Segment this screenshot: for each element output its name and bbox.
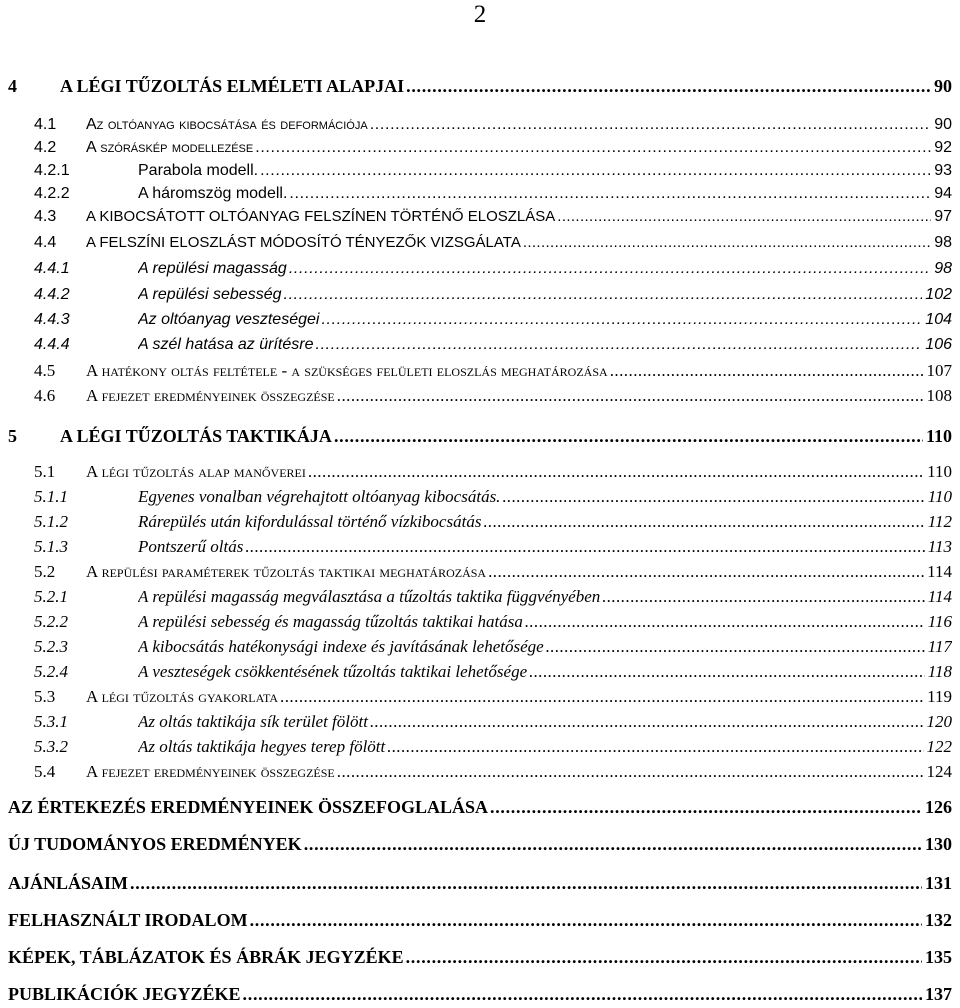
toc-page: 113 — [927, 537, 952, 556]
toc-page: 104 — [925, 311, 952, 328]
toc-entry-4-2-1[interactable] — [0, 162, 960, 186]
dot-leader — [557, 208, 931, 225]
dot-leader — [289, 185, 931, 203]
toc-title: A kibocsátás hatékonysági indexe és javításának lehetősége — [138, 637, 544, 656]
toc-title: A háromszög modell. — [138, 185, 288, 202]
toc-page: 116 — [927, 612, 952, 631]
dot-leader — [245, 537, 924, 557]
toc-number: 4.2.2 — [34, 185, 70, 202]
dot-leader — [502, 487, 924, 507]
toc-page: 94 — [934, 185, 952, 202]
toc-entry-5-1-1[interactable] — [0, 487, 960, 511]
toc-title: FELHASZNÁLT IRODALOM — [8, 910, 248, 930]
toc-title: Egyenes vonalban végrehajtott oltóanyag kibocsátás. — [138, 487, 501, 506]
toc-number: 5.3.2 — [34, 737, 68, 756]
toc-title: Az oltóanyag veszteségei — [138, 311, 320, 328]
toc-number: 5.1 — [34, 462, 56, 481]
dot-leader — [337, 386, 924, 406]
toc-recommendations[interactable] — [0, 873, 960, 897]
toc-page: 106 — [925, 336, 952, 353]
dot-leader — [304, 834, 922, 855]
dot-leader — [490, 797, 922, 818]
toc-number: 5.2.3 — [34, 637, 68, 656]
toc-title: A LÉGI TŰZOLTÁS ELMÉLETI ALAPJAI — [60, 76, 405, 96]
toc-page: 98 — [934, 260, 952, 277]
toc-number: 4.2.1 — [34, 162, 70, 179]
toc-page: 92 — [934, 139, 952, 156]
dot-leader — [284, 286, 923, 304]
toc-page: 102 — [925, 286, 952, 303]
toc-title: A hatékony oltás feltétele - a szükséges felületi eloszlás meghatározása — [86, 361, 608, 380]
toc-page: 130 — [925, 834, 952, 854]
toc-references[interactable] — [0, 910, 960, 934]
dot-leader — [523, 234, 931, 251]
toc-entry-5-3-1[interactable] — [0, 712, 960, 736]
toc-page: 110 — [925, 426, 952, 446]
toc-page: 117 — [927, 637, 952, 656]
toc-number: 5.4 — [34, 762, 56, 781]
toc-entry-4-4-4[interactable] — [0, 336, 960, 360]
toc-number: 5.3 — [34, 687, 56, 706]
toc-title: Parabola modell. — [138, 162, 259, 179]
dot-leader — [308, 462, 924, 482]
toc-chapter-5[interactable] — [0, 426, 960, 450]
toc-title: A repülési sebesség és magasság tűzoltás taktikai hatása — [138, 612, 523, 631]
toc-number: 4.2 — [34, 139, 57, 156]
dot-leader — [529, 662, 925, 682]
toc-number: 4.4.4 — [34, 336, 70, 353]
toc-page: 135 — [925, 947, 952, 967]
toc-number: 5.1.2 — [34, 512, 68, 531]
toc-number: 4.5 — [34, 361, 56, 380]
toc-number: 4.4.1 — [34, 260, 70, 277]
toc-number: 4.3 — [34, 208, 57, 225]
toc-number: 4.6 — [34, 386, 56, 405]
toc-page: 108 — [926, 386, 952, 405]
toc-title: A légi tűzoltás alap manőverei — [86, 462, 306, 481]
dot-leader — [337, 762, 924, 782]
toc-title: AJÁNLÁSAIM — [8, 873, 129, 893]
dot-leader — [370, 712, 924, 732]
toc-page: 107 — [926, 361, 952, 380]
toc-entry-5-4[interactable] — [0, 762, 960, 786]
dot-leader — [243, 984, 922, 1005]
dot-leader — [602, 587, 925, 607]
toc-title: PUBLIKÁCIÓK JEGYZÉKE — [8, 984, 241, 1004]
toc-number: 4.1 — [34, 116, 57, 133]
dot-leader — [610, 361, 924, 381]
dot-leader — [334, 426, 923, 447]
toc-title: Az oltás taktikája sík terület fölött — [138, 712, 368, 731]
toc-page: 98 — [934, 234, 952, 251]
toc-entry-5-1-2[interactable] — [0, 512, 960, 536]
dot-leader — [488, 562, 924, 582]
toc-entry-4-4-1[interactable] — [0, 260, 960, 284]
toc-title: A fejezet eredményeinek összegzése — [86, 762, 335, 781]
dot-leader — [130, 873, 922, 894]
toc-summary[interactable] — [0, 797, 960, 821]
toc-title: Az oltás taktikája hegyes terep fölött — [138, 737, 386, 756]
toc-number: 4 — [8, 76, 17, 96]
toc-number: 4.4.2 — [34, 286, 70, 303]
toc-entry-5-2[interactable] — [0, 562, 960, 586]
toc-entry-5-2-2[interactable] — [0, 612, 960, 636]
toc-title: A fejezet eredményeinek összegzése — [86, 386, 335, 405]
toc-title: Rárepülés után kifordulással történő vízkibocsátás — [138, 512, 482, 531]
toc-title: A repülési sebesség — [138, 286, 282, 303]
toc-entry-5-3-2[interactable] — [0, 737, 960, 761]
dot-leader — [250, 910, 922, 931]
toc-entry-5-2-4[interactable] — [0, 662, 960, 686]
toc-number: 5.2 — [34, 562, 56, 581]
toc-title: A szóráskép modellezése — [86, 139, 254, 156]
toc-entry-4-5[interactable] — [0, 361, 960, 385]
toc-title: A LÉGI TŰZOLTÁS TAKTIKÁJA — [60, 426, 332, 446]
toc-page: 110 — [927, 487, 952, 506]
toc-number: 5.1.1 — [34, 487, 68, 506]
toc-page: 122 — [926, 737, 952, 756]
toc-entry-4-2-2[interactable] — [0, 185, 960, 209]
toc-entry-4-4-3[interactable] — [0, 311, 960, 335]
toc-title: A repülési magasság megválasztása a tűzoltás taktika függvényében — [138, 587, 601, 606]
toc-title: Pontszerű oltás — [138, 537, 244, 556]
toc-entry-4-6[interactable] — [0, 386, 960, 410]
toc-page: 114 — [927, 562, 952, 581]
toc-entry-4-4[interactable] — [0, 234, 960, 258]
toc-number: 5.2.2 — [34, 612, 68, 631]
toc-entry-4-3[interactable] — [0, 208, 960, 232]
dot-leader — [406, 76, 931, 97]
toc-figures-list[interactable] — [0, 947, 960, 971]
toc-entry-5-2-3[interactable] — [0, 637, 960, 661]
toc-page: 112 — [927, 512, 952, 531]
toc-title: AZ ÉRTEKEZÉS EREDMÉNYEINEK ÖSSZEFOGLALÁSA — [8, 797, 488, 817]
dot-leader — [406, 947, 922, 968]
toc-entry-5-3[interactable] — [0, 687, 960, 711]
toc-title: A repülési magasság — [138, 260, 287, 277]
toc-page: 120 — [926, 712, 952, 731]
dot-leader — [483, 512, 924, 532]
dot-leader — [387, 737, 923, 757]
toc-number: 5.2.1 — [34, 587, 68, 606]
toc-chapter-4[interactable] — [0, 76, 960, 100]
dot-leader — [546, 637, 925, 657]
toc-number: 4.4.3 — [34, 311, 70, 328]
dot-leader — [316, 336, 923, 354]
page-number: 2 — [473, 1, 487, 28]
toc-entry-5-1-3[interactable] — [0, 537, 960, 561]
toc-title: A repülési paraméterek tűzoltás taktikai meghatározása — [86, 562, 487, 581]
dot-leader — [255, 139, 931, 157]
toc-page: 137 — [925, 984, 952, 1004]
toc-page: 110 — [927, 462, 952, 481]
toc-entry-4-2[interactable] — [0, 139, 960, 163]
dot-leader — [289, 260, 931, 278]
dot-leader — [525, 612, 925, 632]
toc-page: 118 — [927, 662, 952, 681]
toc-page: 90 — [934, 76, 952, 96]
toc-entry-4-4-2[interactable] — [0, 286, 960, 310]
toc-page: 124 — [926, 762, 952, 781]
toc-page: 93 — [934, 162, 952, 179]
toc-page: 114 — [927, 587, 952, 606]
toc-number: 5.3.1 — [34, 712, 68, 731]
toc-publications[interactable] — [0, 984, 960, 1008]
toc-title: Az oltóanyag kibocsátása és deformációja — [86, 116, 368, 133]
toc-page: 131 — [925, 873, 952, 893]
dot-leader — [370, 116, 932, 134]
toc-new-results[interactable] — [0, 834, 960, 858]
toc-title: A szél hatása az ürítésre — [138, 336, 314, 353]
dot-leader — [260, 162, 931, 180]
toc-number: 4.4 — [34, 234, 57, 251]
toc-entry-5-2-1[interactable] — [0, 587, 960, 611]
toc-number: 5.2.4 — [34, 662, 68, 681]
dot-leader — [321, 311, 922, 329]
toc-title: ÚJ TUDOMÁNYOS EREDMÉNYEK — [8, 834, 302, 854]
toc-number: 5 — [8, 426, 17, 446]
toc-title: A légi tűzoltás gyakorlata — [86, 687, 279, 706]
toc-title: A FELSZÍNI ELOSZLÁST MÓDOSÍTÓ TÉNYEZŐK VIZSGÁLATA — [86, 234, 521, 251]
toc-page: 90 — [934, 116, 952, 133]
toc-number: 5.1.3 — [34, 537, 68, 556]
toc-page: 132 — [925, 910, 952, 930]
toc-page: 97 — [934, 208, 952, 225]
toc-entry-5-1[interactable] — [0, 462, 960, 486]
toc-page: 126 — [925, 797, 952, 817]
toc-title: A KIBOCSÁTOTT OLTÓANYAG FELSZÍNEN TÖRTÉNŐ ELOSZLÁSA — [86, 208, 556, 225]
toc-page: 119 — [927, 687, 952, 706]
toc-title: KÉPEK, TÁBLÁZATOK ÉS ÁBRÁK JEGYZÉKE — [8, 947, 404, 967]
toc-title: A veszteségek csökkentésének tűzoltás taktikai lehetősége — [138, 662, 528, 681]
toc-entry-4-1[interactable] — [0, 116, 960, 140]
dot-leader — [280, 687, 924, 707]
